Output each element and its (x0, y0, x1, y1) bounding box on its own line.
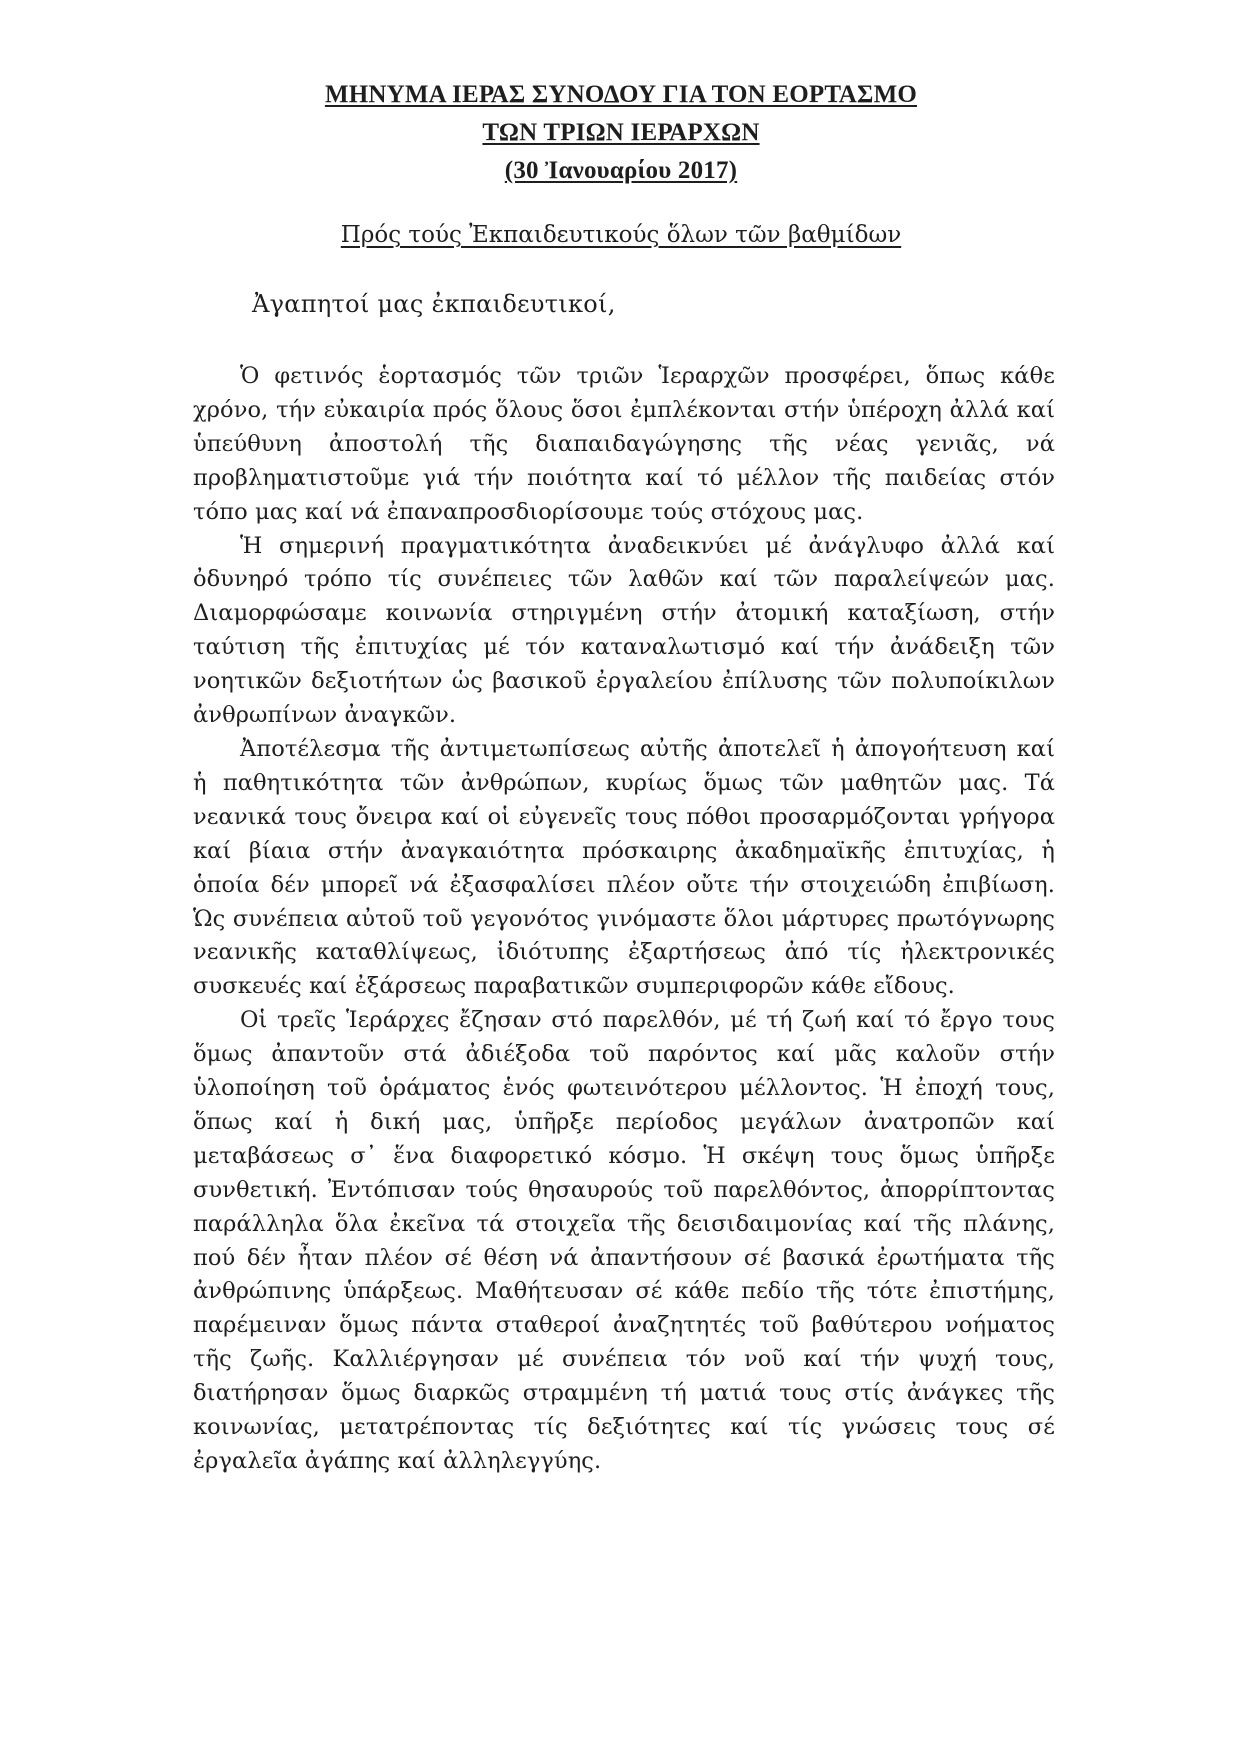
title-date: (30 Ἰανουαρίου 2017) (504, 157, 738, 184)
paragraph-4: Οἱ τρεῖς Ἱεράρχες ἔζησαν στό παρελθόν, μέ τή ζωή καί τό ἔργο τους ὅμως ἀπαντοῦν στά ἀδιέξοδα τοῦ παρόντος καί μᾶς καλοῦν στήν ὑλοποίηση τοῦ ὁράματος ἑνός φωτεινότερου μέλλοντος. Ἡ ἐποχή τους, ὅπως καί ἡ δική μας, ὑπῆρξε περίοδος μεγάλων ἀνατροπῶν καί μεταβάσεως σ᾽ ἕνα διαφορετικό κόσμο. Ἡ σκέψη τους ὅμως ὑπῆρξε συνθετική. Ἐντόπισαν τούς θησαυρούς τοῦ παρελθόντος, ἀπορρίπτοντας παράλληλα ὅλα ἐκεῖνα τά στοιχεῖα τῆς δεισιδαιμονίας καί τῆς πλάνης, πού δέν ἦταν πλέον σέ θέση νά ἀπαντήσουν σέ βασικά ἐρωτήματα τῆς ἀνθρώπινης ὑπάρξεως. Μαθήτευσαν σέ κάθε πεδίο τῆς τότε ἐπιστήμης, παρέμειναν ὅμως πάντα σταθεροί ἀναζητητές τοῦ βαθύτερου νοήματος τῆς ζωῆς. Καλλιέργησαν μέ συνέπεια τόν νοῦ καί τήν ψυχή τους, διατήρησαν ὅμως διαρκῶς στραμμένη τή ματιά τους στίς ἀνάγκες τῆς κοινωνίας, μετατρέποντας τίς δεξιότητες καί τίς γνώσεις τους σέ ἐργαλεῖα ἀγάπης καί ἀλληλεγγύης. (193, 1007, 1055, 1474)
salutation: Ἀγαπητοί μας ἐκπαιδευτικοί, (252, 290, 616, 318)
addressee-subtitle: Πρός τούς Ἐκπαιδευτικούς ὅλων τῶν βαθμίδων (340, 222, 902, 248)
paragraph-2: Ἡ σημερινή πραγματικότητα ἀναδεικνύει μέ ἀνάγλυφο ἀλλά καί ὀδυνηρό τρόπο τίς συνέπειες τῶν λαθῶν καί τῶν παραλείψεών μας. Διαμορφώσαμε κοινωνία στηριγμένη στήν ἀτομική καταξίωση, στήν ταύτιση τῆς ἐπιτυχίας μέ τόν καταναλωτισμό καί τήν ἀνάδειξη τῶν νοητικῶν δεξιοτήτων ὡς βασικοῦ ἐργαλείου ἐπίλυσης τῶν πολυποίκιλων ἀνθρωπίνων ἀναγκῶν. (193, 532, 1055, 729)
document-header (0, 76, 1242, 190)
title-line-1: ΜΗΝΥΜΑ ΙΕΡΑΣ ΣΥΝΟΔΟΥ ΓΙΑ ΤΟΝ ΕΟΡΤΑΣΜΟ (324, 81, 918, 108)
paragraph-3: Ἀποτέλεσμα τῆς ἀντιμετωπίσεως αὐτῆς ἀποτελεῖ ἡ ἀπογοήτευση καί ἡ παθητικότητα τῶν ἀνθρώπων, κυρίως ὅμως τῶν μαθητῶν μας. Τά νεανικά τους ὄνειρα καί οἱ εὐγενεῖς τους πόθοι προσαρμόζονται γρήγορα καί βίαια στήν ἀναγκαιότητα πρόσκαιρης ἀκαδημαϊκῆς ἐπιτυχίας, ἡ ὁποία δέν μπορεῖ νά ἐξασφαλίσει πλέον οὔτε τήν στοιχειώδη ἐπιβίωση. Ὡς συνέπεια αὐτοῦ τοῦ γεγονότος γινόμαστε ὅλοι μάρτυρες πρωτόγνωρης νεανικῆς καταθλίψεως, ἰδιότυπης ἐξαρτήσεως ἀπό τίς ἠλεκτρονικές συσκευές καί ἐξάρσεως παραβατικῶν συμπεριφορῶν κάθε εἴδους. (193, 735, 1055, 1000)
paragraph-1: Ὁ φετινός ἑορτασμός τῶν τριῶν Ἱεραρχῶν προσφέρει, ὅπως κάθε χρόνο, τήν εὐκαιρία πρός ὅλους ὅσοι ἐμπλέκονται στήν ὑπέροχη ἀλλά καί ὑπεύθυνη ἀποστολή τῆς διαπαιδαγώγησης τῆς νέας γενιᾶς, νά προβληματιστοῦμε γιά τήν ποιότητα καί τό μέλλον τῆς παιδείας στόν τόπο μας καί νά ἐπαναπροσδιορίσουμε τούς στόχους μας. (193, 363, 1055, 525)
letter-body (193, 360, 1055, 1479)
title-line-2: ΤΩΝ ΤΡΙΩΝ ΙΕΡΑΡΧΩΝ (482, 119, 760, 146)
